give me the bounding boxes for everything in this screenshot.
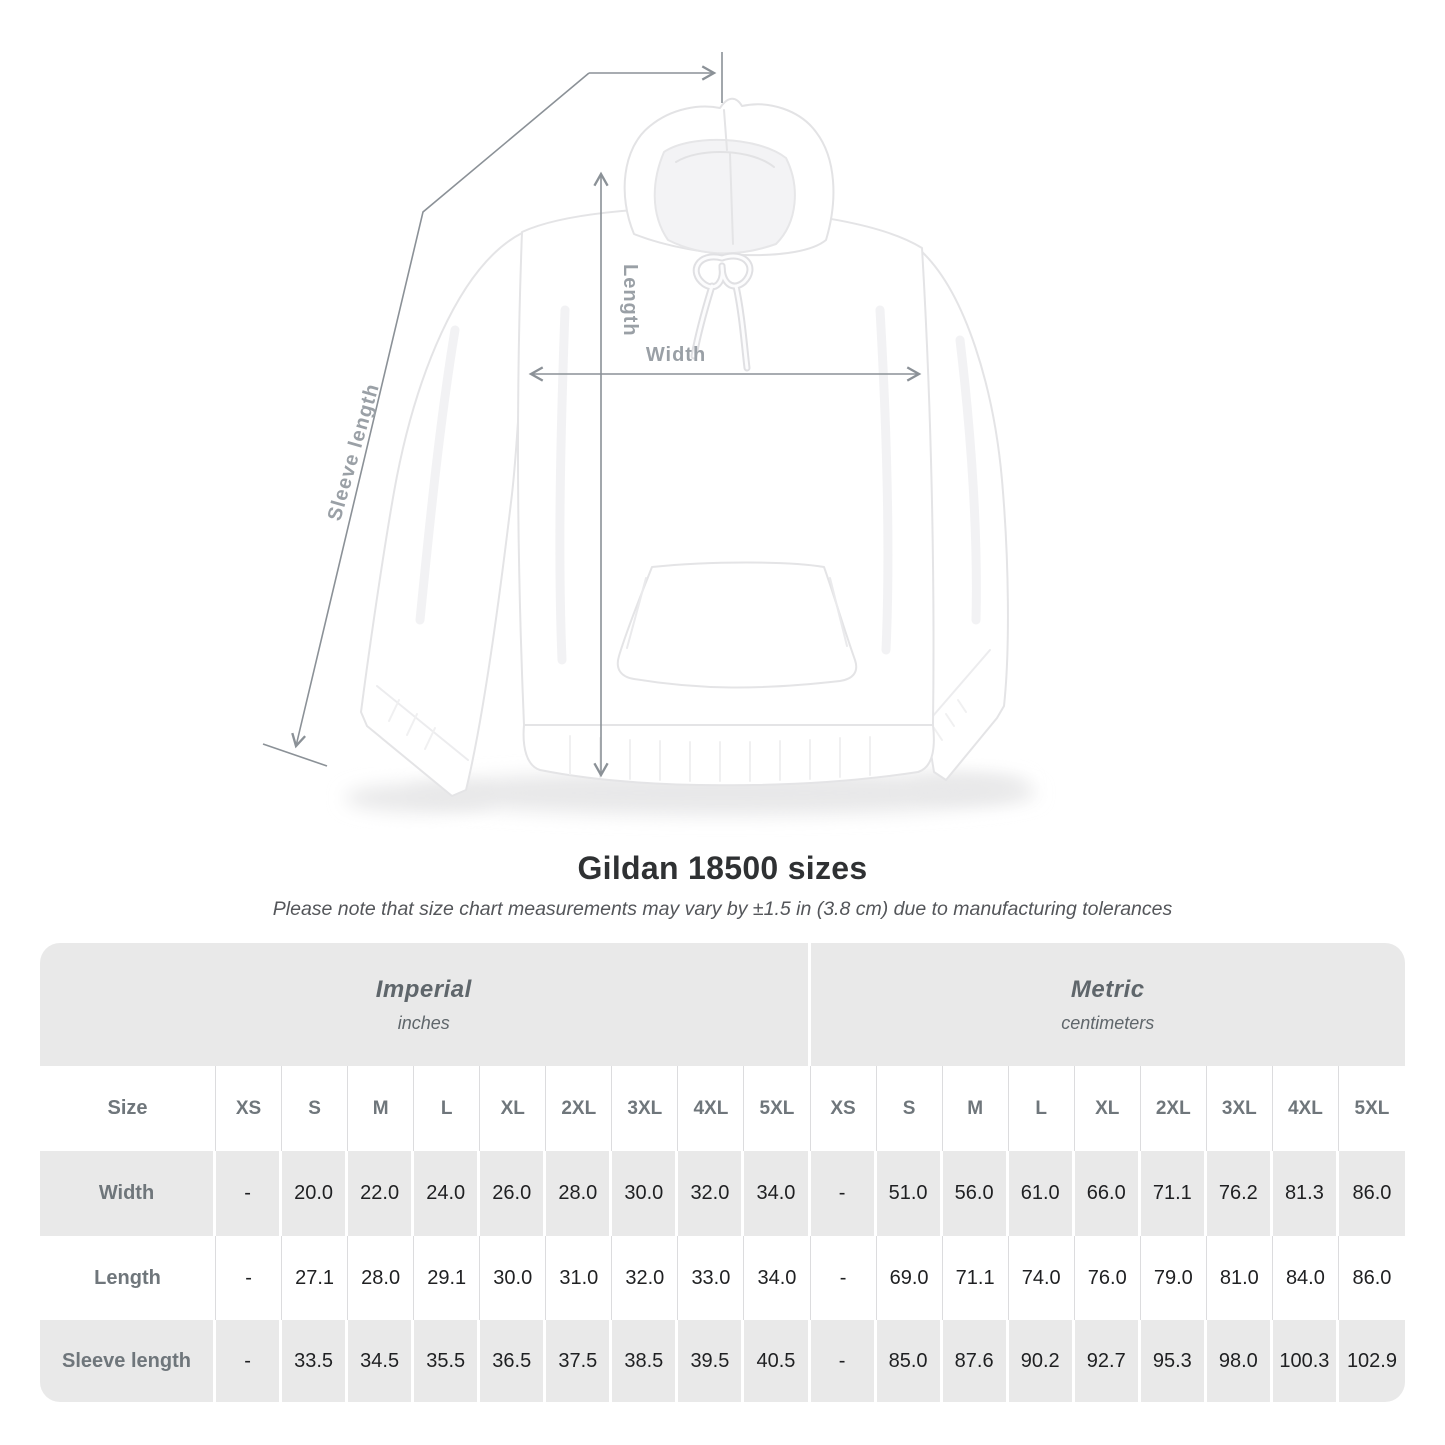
value-cell: 85.0 — [877, 1320, 943, 1402]
metric-unit: centimeters — [1061, 1012, 1155, 1033]
value-cell: 66.0 — [1075, 1151, 1141, 1236]
page-title: Gildan 18500 sizes — [577, 850, 868, 886]
value-cell: 95.3 — [1141, 1320, 1207, 1402]
value-cell: 35.5 — [414, 1320, 480, 1402]
width-label: Width — [645, 344, 707, 366]
value-cell: - — [811, 1236, 877, 1320]
value-cell: 20.0 — [282, 1151, 348, 1236]
row-label: Length — [40, 1236, 216, 1320]
value-cell: 74.0 — [1009, 1236, 1075, 1320]
value-cell: 87.6 — [943, 1320, 1009, 1402]
value-cell: 76.2 — [1207, 1151, 1273, 1236]
value-cell: - — [811, 1151, 877, 1236]
value-cell: 92.7 — [1075, 1320, 1141, 1402]
size-col-header: 2XL — [1141, 1066, 1207, 1151]
value-cell: 90.2 — [1009, 1320, 1075, 1402]
hoodie-illustration — [361, 99, 1008, 796]
value-cell: 34.5 — [348, 1320, 414, 1402]
value-cell: 51.0 — [877, 1151, 943, 1236]
value-cell: 84.0 — [1273, 1236, 1339, 1320]
chart-heading — [0, 850, 1445, 921]
row-label: Sleeve length — [40, 1320, 216, 1402]
size-col-header: L — [414, 1066, 480, 1151]
value-cell: 98.0 — [1207, 1320, 1273, 1402]
value-cell: 28.0 — [348, 1236, 414, 1320]
size-col-header: M — [943, 1066, 1009, 1151]
size-col-header: XL — [480, 1066, 546, 1151]
hood-opening — [655, 140, 795, 254]
size-col-header: 2XL — [546, 1066, 612, 1151]
metric-section-header — [811, 943, 1406, 1066]
row-label: Width — [40, 1151, 216, 1236]
value-cell: 32.0 — [612, 1236, 678, 1320]
size-corner-label: Size — [40, 1066, 216, 1151]
value-cell: 38.5 — [612, 1320, 678, 1402]
size-col-header: M — [348, 1066, 414, 1151]
value-cell: 39.5 — [678, 1320, 744, 1402]
value-cell: 86.0 — [1339, 1236, 1405, 1320]
value-cell: 22.0 — [348, 1151, 414, 1236]
value-cell: - — [216, 1320, 282, 1402]
value-cell: 30.0 — [480, 1236, 546, 1320]
value-cell: 100.3 — [1273, 1320, 1339, 1402]
value-cell: - — [216, 1236, 282, 1320]
value-cell: - — [216, 1151, 282, 1236]
value-cell: 28.0 — [546, 1151, 612, 1236]
value-cell: 81.3 — [1273, 1151, 1339, 1236]
value-cell: 56.0 — [943, 1151, 1009, 1236]
size-col-header: 4XL — [1273, 1066, 1339, 1151]
value-cell: 71.1 — [1141, 1151, 1207, 1236]
size-col-header: L — [1009, 1066, 1075, 1151]
value-cell: 26.0 — [480, 1151, 546, 1236]
value-cell: 102.9 — [1339, 1320, 1405, 1402]
value-cell: 81.0 — [1207, 1236, 1273, 1320]
size-col-header: XS — [216, 1066, 282, 1151]
size-col-header: 3XL — [1207, 1066, 1273, 1151]
length-label: Length — [619, 264, 641, 337]
value-cell: 33.0 — [678, 1236, 744, 1320]
kangaroo-pocket — [618, 563, 856, 688]
value-cell: 36.5 — [480, 1320, 546, 1402]
value-cell: 40.5 — [744, 1320, 810, 1402]
size-col-header: XS — [811, 1066, 877, 1151]
value-cell: 27.1 — [282, 1236, 348, 1320]
value-cell: 24.0 — [414, 1151, 480, 1236]
size-col-header: XL — [1075, 1066, 1141, 1151]
value-cell: 34.0 — [744, 1236, 810, 1320]
tolerance-note: Please note that size chart measurements may vary by ±1.5 in (3.8 cm) due to manufacturing tolerances — [272, 898, 1173, 920]
value-cell: 37.5 — [546, 1320, 612, 1402]
value-cell: 69.0 — [877, 1236, 943, 1320]
value-cell: 86.0 — [1339, 1151, 1405, 1236]
size-col-header: S — [282, 1066, 348, 1151]
size-col-header: 5XL — [744, 1066, 810, 1151]
value-cell: 79.0 — [1141, 1236, 1207, 1320]
imperial-unit: inches — [397, 1012, 450, 1033]
value-cell: 33.5 — [282, 1320, 348, 1402]
imperial-section-header — [40, 943, 811, 1066]
cuff-tick — [263, 744, 327, 766]
left-sleeve — [361, 233, 525, 796]
value-cell: 30.0 — [612, 1151, 678, 1236]
size-col-header: 5XL — [1339, 1066, 1405, 1151]
size-chart-table — [40, 943, 1405, 1402]
value-cell: 34.0 — [744, 1151, 810, 1236]
size-col-header: S — [877, 1066, 943, 1151]
value-cell: 61.0 — [1009, 1151, 1075, 1236]
value-cell: 76.0 — [1075, 1236, 1141, 1320]
value-cell: 32.0 — [678, 1151, 744, 1236]
size-col-header: 3XL — [612, 1066, 678, 1151]
metric-label: Metric — [1070, 975, 1145, 1003]
size-chart-grid — [40, 943, 1405, 1402]
value-cell: - — [811, 1320, 877, 1402]
size-col-header: 4XL — [678, 1066, 744, 1151]
imperial-label: Imperial — [375, 975, 472, 1003]
value-cell: 31.0 — [546, 1236, 612, 1320]
value-cell: 29.1 — [414, 1236, 480, 1320]
hem-band — [524, 725, 934, 785]
sleeve-length-label: Sleeve length — [323, 380, 384, 524]
value-cell: 71.1 — [943, 1236, 1009, 1320]
